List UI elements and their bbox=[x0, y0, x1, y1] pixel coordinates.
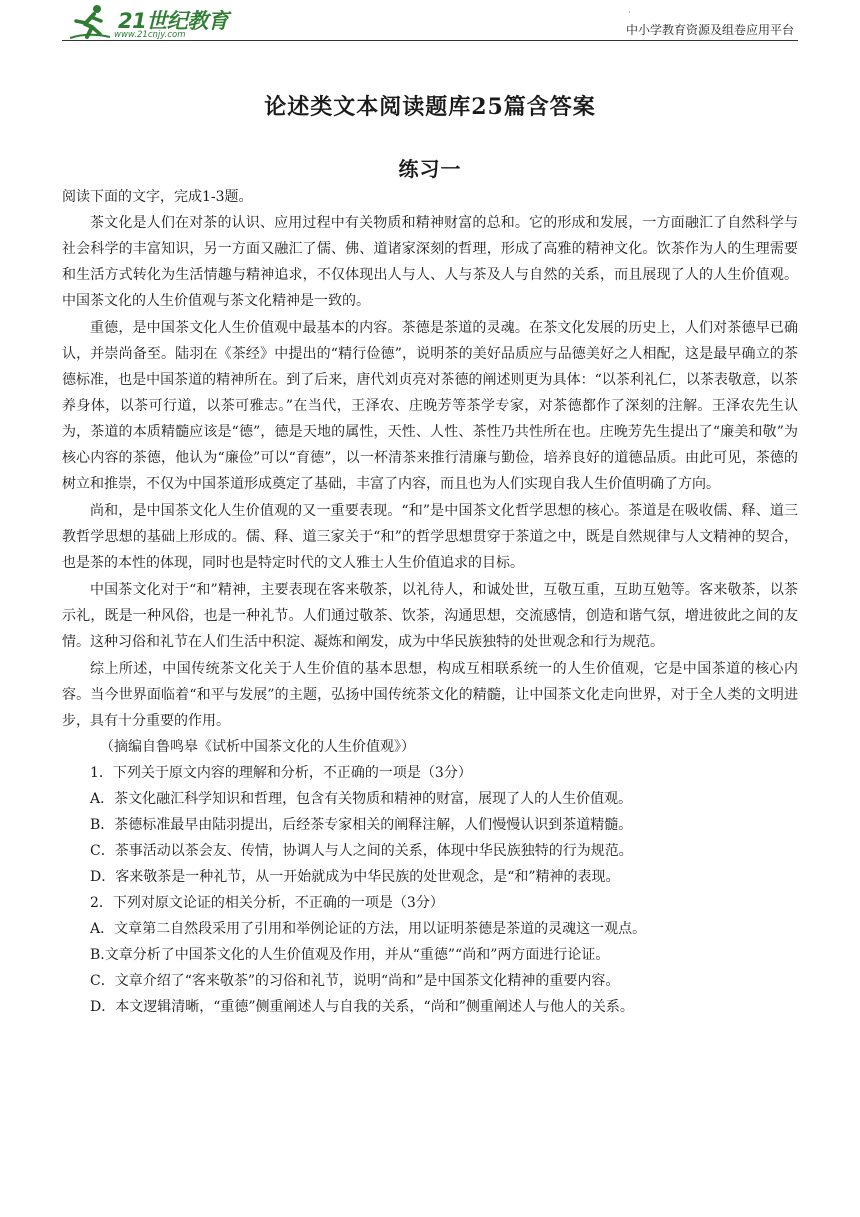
platform-name: 中小学教育资源及组卷应用平台 bbox=[625, 23, 794, 37]
question-option: A．茶文化融汇科学知识和哲理，包含有关物质和精神的财富，展现了人的人生价值观。 bbox=[90, 791, 633, 807]
question-option: D．本文逻辑清晰，“重德”侧重阐述人与自我的关系，“尚和”侧重阐述人与他人的关系。 bbox=[90, 999, 634, 1015]
question-option: C．文章介绍了“客来敬茶”的习俗和礼节，说明“尚和”是中国茶文化精神的重要内容。 bbox=[90, 973, 620, 989]
paragraph: 茶文化是人们在对茶的认识、应用过程中有关物质和精神财富的总和。它的形成和发展，一方面融汇了自然科学与社会科学的丰富知识，另一方面又融汇了儒、佛、道诸家深刻的哲理，形成了高雅的精神文化。饮茶作为人的生理需要和生活方式转化为生活情趣与精神追求，不仅体现出人与人、人与茶及人与自然的关系，而且展现了人的人生价值观。中国茶文化的人生价值观与茶文化精神是一致的。 bbox=[62, 215, 798, 309]
question-stem: 1．下列关于原文内容的理解和分析，不正确的一项是（3分） bbox=[90, 765, 472, 781]
question-option: C．茶事活动以茶会友、传情，协调人与人之间的关系，体现中华民族独特的行为规范。 bbox=[90, 843, 633, 859]
document-body bbox=[62, 184, 798, 1020]
question-option: A．文章第二自然段采用了引用和举例论证的方法，用以证明茶德是茶道的灵魂这一观点。 bbox=[90, 921, 647, 937]
section-title: 练习一 bbox=[398, 157, 462, 181]
logo-text: 21世纪教育 bbox=[118, 9, 229, 33]
page-header bbox=[62, 0, 798, 44]
instruction: 阅读下面的文字，完成1-3题。 bbox=[62, 189, 253, 205]
paragraph: 重德，是中国茶文化人生价值观中最基本的内容。茶德是茶道的灵魂。在茶文化发展的历史上，人们对茶德早已确认，并崇尚备至。陆羽在《茶经》中提出的“精行俭德”，说明茶的美好品质应与品德美好之人相配，这是最早确立的茶德标准，也是中国茶道的精神所在。到了后来，唐代刘贞亮对茶德的阐述则更为具体：“以茶利礼仁，以茶表敬意，以茶养身体，以茶可行道，以茶可雅志。”在当代，王泽农、庄晚芳等茶学专家，对茶德都作了深刻的注解。王泽农先生认为，茶道的本质精髓应该是“德”，德是天地的属性，天性、人性、茶性乃共性所在也。庄晚芳先生提出了“廉美和敬”为核心内容的茶德，他认为“廉俭”可以“育德”，以一杯清茶来推行清廉与勤俭，培养良好的道德品质。由此可见，茶德的树立和推崇，不仅为中国茶道形成奠定了基础，丰富了内容，而且也为人们实现自我人生价值明确了方向。 bbox=[62, 320, 798, 492]
question-option: B．茶德标准最早由陆羽提出，后经茶专家相关的阐释注解，人们慢慢认识到茶道精髓。 bbox=[90, 817, 633, 833]
runner-icon bbox=[70, 4, 110, 40]
logo bbox=[62, 2, 272, 42]
question-option: D．客来敬茶是一种礼节，从一开始就成为中华民族的处世观念，是“和”精神的表现。 bbox=[90, 869, 620, 885]
paragraph: 尚和，是中国茶文化人生价值观的又一重要表现。“和”是中国茶文化哲学思想的核心。茶道是在吸收儒、释、道三教哲学思想的基础上形成的。儒、释、道三家关于“和”的哲学思想贯穿于茶道之中，既是自然规律与人文精神的契合，也是茶的本性的体现，同时也是特定时代的文人雅士人生价值追求的目标。 bbox=[62, 503, 798, 571]
paragraph: 中国茶文化对于“和”精神，主要表现在客来敬茶，以礼待人，和诚处世，互敬互重，互助互勉等。客来敬茶，以茶示礼，既是一种风俗，也是一种礼节。人们通过敬茶、饮茶，沟通思想，交流感情，创造和谐气氛，增进彼此之间的友情。这种习俗和礼节在人们生活中积淀、凝炼和阐发，成为中华民族独特的处世观念和行为规范。 bbox=[62, 582, 798, 650]
question-option: B.文章分析了中国茶文化的人生价值观及作用，并从“重德”“尚和”两方面进行论证。 bbox=[90, 947, 610, 963]
paragraph: 综上所述，中国传统茶文化关于人生价值的基本思想，构成互相联系统一的人生价值观，它是中国茶道的核心内容。当今世界面临着“和平与发展”的主题，弘扬中国传统茶文化的精髓，让中国茶文化走向世界，对于全人类的文明进步，具有十分重要的作用。 bbox=[62, 661, 798, 729]
header-dot: · bbox=[628, 8, 631, 18]
source-citation: （摘编自鲁鸣皋《试析中国茶文化的人生价值观》） bbox=[100, 739, 415, 755]
logo-url: www.21cnjy.com bbox=[114, 30, 186, 40]
page-title: 论述类文本阅读题库25篇含答案 bbox=[264, 94, 596, 120]
question-stem: 2．下列对原文论证的相关分析，不正确的一项是（3分） bbox=[90, 895, 444, 911]
header-divider bbox=[62, 40, 798, 41]
